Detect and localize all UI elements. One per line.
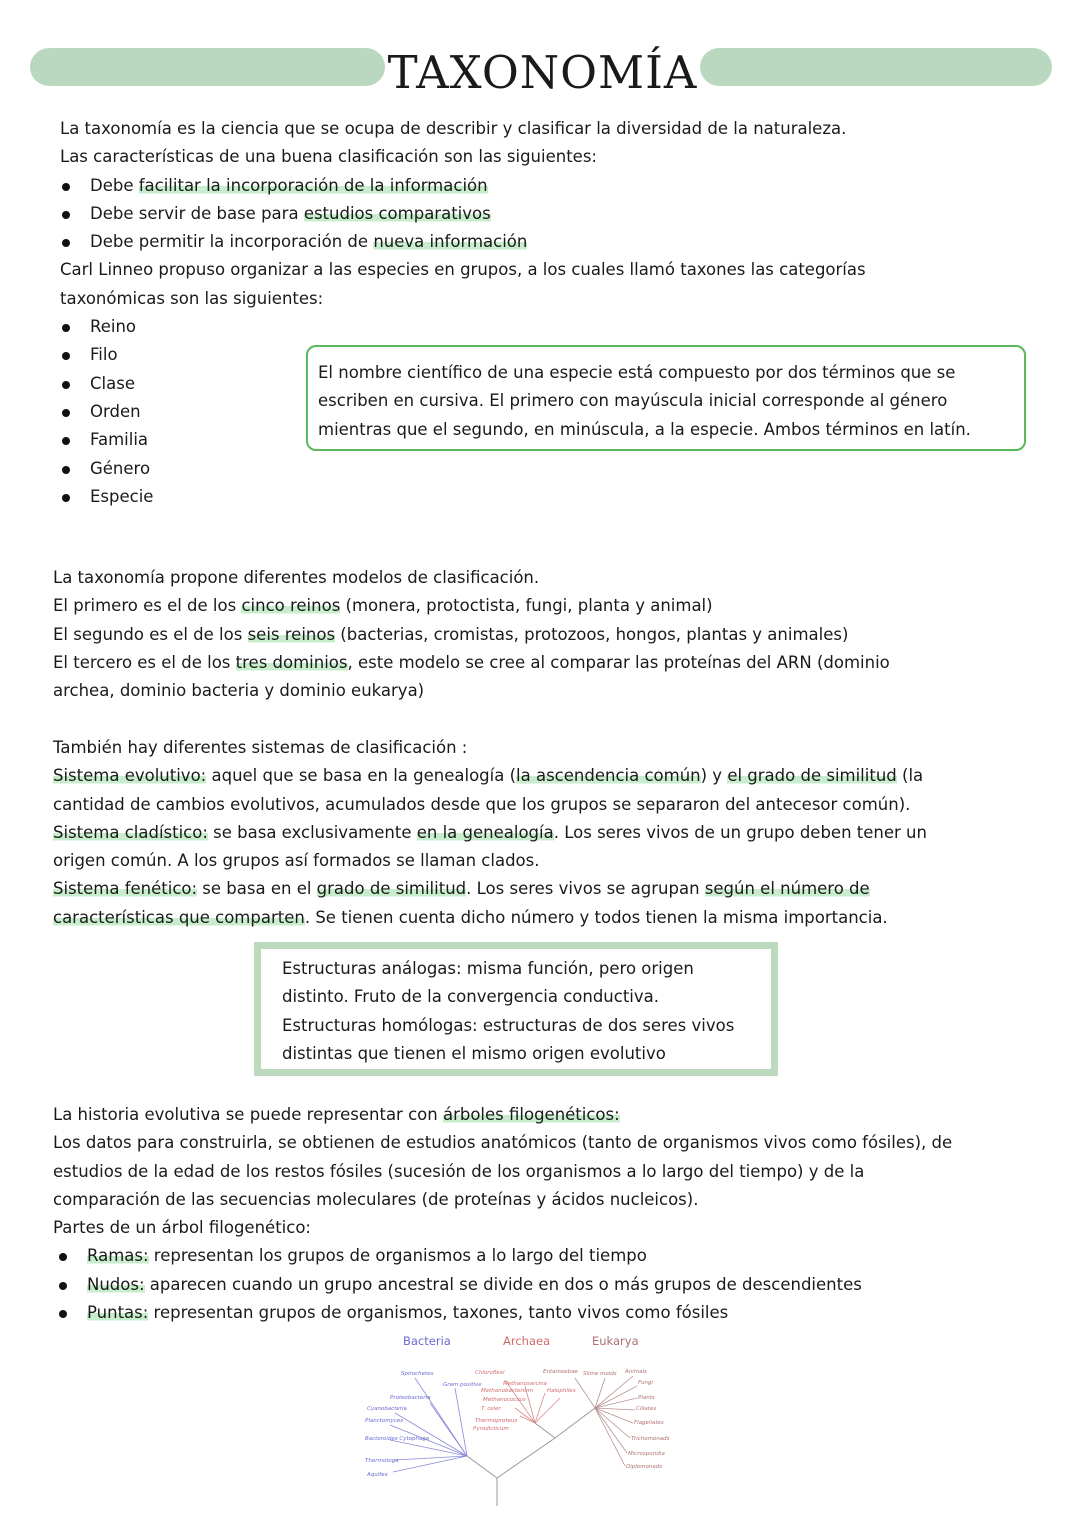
highlight: Nudos: [87, 1274, 145, 1294]
taxon-label: Ciliates [636, 1406, 657, 1412]
taxon-label: Thermotoga [365, 1458, 399, 1464]
section-phylogeny [53, 1101, 1063, 1327]
taxon-label: Chloroflexi [475, 1370, 505, 1376]
system-cladistico-cont: origen común. A los grupos así formados se llaman clados. [53, 851, 540, 871]
highlight: nueva información [373, 232, 528, 252]
taxon-label: Trichomonads [631, 1436, 670, 1442]
note-line: escriben en cursiva. El primero con mayúscula inicial corresponde al género [318, 391, 948, 411]
note-line: Estructuras homólogas: estructuras de dos seres vivos [282, 1015, 735, 1035]
section-intro [60, 115, 1050, 511]
domain-label-bacteria: Bacteria [403, 1334, 451, 1348]
system-evolutivo: Sistema evolutivo: aquel que se basa en la genealogía (la ascendencia común) y el grado de similitud (la [53, 766, 924, 786]
section-models [53, 564, 1053, 705]
list-item: Especie [60, 483, 1050, 511]
note-line: distintas que tienen el mismo origen evolutivo [282, 1043, 666, 1063]
list-item: Clase [60, 370, 1050, 398]
highlight: el grado de similitud [727, 766, 897, 786]
model-line: El segundo es el de los seis reinos (bacterias, cromistas, protozoos, hongos, plantas y animales) [53, 624, 849, 644]
list-item: Debe servir de base para estudios comparativos [60, 200, 1050, 228]
domain-label-eukarya: Eukarya [592, 1334, 639, 1348]
section-systems [53, 734, 1063, 932]
page-title: TAXONOMÍA [387, 46, 698, 99]
taxon-label: Halophiles [547, 1388, 576, 1394]
highlight: características que comparten [53, 907, 305, 927]
intro-line: Las características de una buena clasificación son las siguientes: [60, 147, 597, 167]
archaea-taxa [473, 1370, 576, 1432]
domain-label-archaea: Archaea [503, 1334, 551, 1348]
highlight: grado de similitud [316, 879, 467, 899]
list-item: Debe facilitar la incorporación de la información [60, 172, 1050, 200]
systems-intro: También hay diferentes sistemas de clasificación : [53, 738, 468, 757]
linneo-line: Carl Linneo propuso organizar a las especies en grupos, a los cuales llamó taxones las categorías [60, 260, 866, 280]
bacteria-taxa [365, 1371, 482, 1478]
models-intro: La taxonomía propone diferentes modelos de clasificación. [53, 568, 540, 587]
taxon-label: Cyanobacteria [367, 1406, 407, 1412]
scientific-name-note [306, 345, 1026, 451]
intro-line: La taxonomía es la ciencia que se ocupa de describir y clasificar la diversidad de la naturaleza. [60, 119, 847, 138]
tree-parts-list [57, 1242, 1063, 1327]
highlight: en la genealogía [416, 822, 554, 842]
linneo-line: taxonómicas son las siguientes: [60, 288, 324, 308]
note-line: distinto. Fruto de la convergencia conductiva. [282, 987, 660, 1007]
classification-features-list [60, 172, 1050, 257]
phylogeny-line: Partes de un árbol filogenético: [53, 1218, 311, 1238]
phylogeny-line: Los datos para construirla, se obtienen de estudios anatómicos (tanto de organismos vivos como fósiles), de [53, 1133, 953, 1153]
structures-note [254, 942, 778, 1076]
highlight: Sistema fenético: [53, 879, 198, 899]
list-item: Puntas: representan grupos de organismos, taxones, tanto vivos como fósiles [57, 1299, 1063, 1327]
list-item: Nudos: aparecen cuando un grupo ancestral se divide en dos o más grupos de descendientes [57, 1271, 1063, 1299]
taxon-label: Spirochetes [401, 1371, 434, 1377]
taxon-label: Bacteroides Cytophaga [365, 1436, 430, 1442]
taxon-label: Proteobacteria [390, 1395, 431, 1401]
bacteria-branches [390, 1378, 467, 1472]
taxon-label: Gram positive [443, 1382, 482, 1388]
note-line: Estructuras análogas: misma función, pero origen [282, 959, 694, 978]
list-item: Ramas: representan los grupos de organismos a lo largo del tiempo [57, 1242, 1063, 1270]
system-fenetico-cont: características que comparten. Se tienen cuenta dicho número y todos tienen la misma importancia. [53, 907, 888, 927]
system-fenetico: Sistema fenético: se basa en el grado de similitud. Los seres vivos se agrupan según el número de [53, 879, 870, 899]
highlight: Ramas: [87, 1246, 149, 1266]
taxon-label: Planctomyces [365, 1418, 404, 1424]
phylogenetic-tree [355, 1328, 695, 1508]
taxon-label: Thermoproteus [475, 1418, 518, 1424]
title-decoration-left [30, 48, 385, 86]
taxon-label: Diplomonads [626, 1464, 663, 1470]
system-evolutivo-cont: cantidad de cambios evolutivos, acumulados desde que los grupos se separaron del antecesor común). [53, 794, 911, 814]
highlight: árboles filogenéticos: [442, 1105, 620, 1124]
eukarya-taxa [543, 1369, 670, 1470]
model-line: El tercero es el de los tres dominios, este modelo se cree al comparar las proteínas del ARN (dominio [53, 652, 890, 672]
highlight: cinco reinos [241, 596, 341, 616]
model-line: archea, dominio bacteria y dominio eukarya) [53, 681, 425, 701]
taxon-label: Microsporidia [628, 1451, 665, 1457]
title-decoration-right [700, 48, 1052, 86]
list-item: Familia [60, 426, 1050, 454]
highlight: estudios comparativos [303, 203, 491, 223]
phylogeny-line: comparación de las secuencias moleculares (de proteínas y ácidos nucleicos). [53, 1189, 699, 1209]
note-line: mientras que el segundo, en minúscula, a la especie. Ambos términos en latín. [318, 419, 971, 439]
highlight: tres dominios [235, 652, 348, 672]
model-line: El primero es el de los cinco reinos (monera, protoctista, fungi, planta y animal) [53, 596, 713, 616]
taxon-label: Entamoebae [543, 1369, 578, 1375]
taxon-label: Methanococcus [483, 1397, 526, 1403]
highlight: seis reinos [247, 624, 336, 644]
list-item: Filo [60, 341, 1050, 369]
taxon-label: Fungi [638, 1380, 653, 1386]
phylogeny-line: estudios de la edad de los restos fósiles (sucesión de los organismos a lo largo del tiempo) y de la [53, 1161, 865, 1181]
taxon-label: Plants [638, 1395, 655, 1401]
note-line: El nombre científico de una especie está compuesto por dos términos que se [318, 363, 956, 382]
taxon-label: Aquifex [367, 1472, 388, 1478]
taxon-label: Animals [625, 1369, 647, 1375]
taxon-label: Methanobacterium [481, 1388, 534, 1394]
highlight: según el número de [704, 879, 870, 899]
taxon-label: Pyrodicticum [473, 1426, 509, 1432]
list-item: Debe permitir la incorporación de nueva información [60, 228, 1050, 256]
list-item: Género [60, 455, 1050, 483]
highlight: la ascendencia común [516, 766, 701, 786]
taxon-label: Slime molds [583, 1371, 617, 1377]
list-item: Orden [60, 398, 1050, 426]
taxon-label: T. celer [481, 1406, 501, 1412]
highlight: Sistema evolutivo: [53, 766, 207, 786]
list-item: Reino [60, 313, 1050, 341]
highlight: facilitar la incorporación de la información [138, 175, 488, 195]
highlight: Sistema cladístico: [53, 822, 208, 842]
system-cladistico: Sistema cladístico: se basa exclusivamente en la genealogía. Los seres vivos de un grupo deben tener un [53, 822, 927, 842]
taxon-label: Methanosarcina [503, 1381, 547, 1387]
taxon-label: Flagellates [634, 1420, 664, 1426]
phylogeny-intro: La historia evolutiva se puede representar con árboles filogenéticos: [53, 1105, 620, 1124]
highlight: Puntas: [87, 1303, 149, 1323]
